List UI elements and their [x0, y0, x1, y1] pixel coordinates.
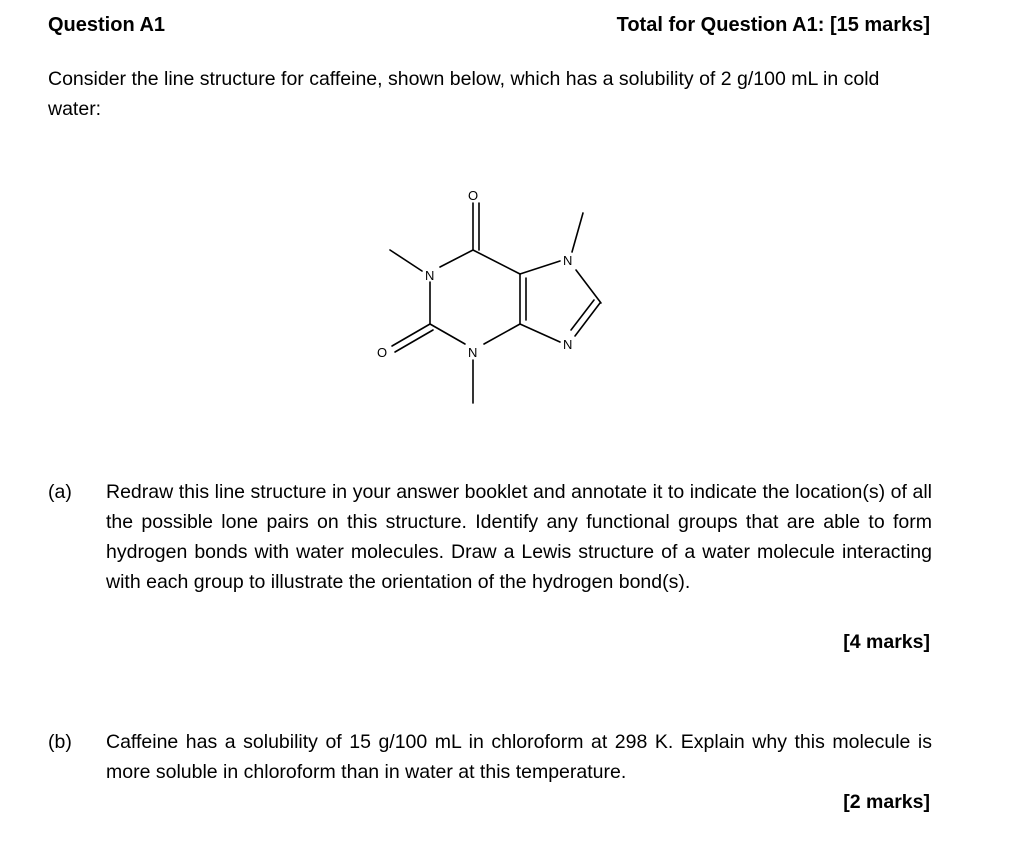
part-a — [48, 477, 932, 597]
bond-n1-methyl — [390, 250, 422, 271]
atom-n7: N — [563, 253, 573, 268]
part-a-marks: [4 marks] — [843, 631, 930, 653]
atom-n3: N — [468, 345, 478, 360]
part-b-label: (b) — [48, 731, 72, 753]
caffeine-structure — [360, 180, 620, 420]
intro-text: Consider the line structure for caffeine, shown below, which has a solubility of 2 g/100 mL in cold water: — [48, 68, 880, 120]
atom-n9: N — [563, 337, 573, 352]
part-b — [48, 727, 932, 787]
total-marks: Total for Question A1: [15 marks] — [616, 14, 930, 36]
caffeine-line-structure-diagram — [360, 180, 620, 420]
part-b-marks: [2 marks] — [843, 791, 930, 813]
atom-o-top: O — [468, 188, 479, 203]
part-a-label: (a) — [48, 481, 72, 503]
bond-n1-c6 — [440, 250, 473, 267]
question-title: Question A1 — [48, 14, 166, 36]
atom-n1: N — [425, 268, 435, 283]
bond-n7-c8 — [576, 270, 601, 303]
bond-c4-n3 — [484, 324, 520, 344]
bond-n7-methyl — [572, 213, 583, 252]
bond-n3-c2 — [430, 324, 465, 344]
bond-c6-c5 — [473, 250, 520, 274]
part-b-text: Caffeine has a solubility of 15 g/100 mL in chloroform at 298 K. Explain why this molecule is more soluble in chloroform than in water at this temperature. — [106, 731, 932, 783]
atom-o-left: O — [377, 345, 388, 360]
part-a-text: Redraw this line structure in your answer booklet and annotate it to indicate the location(s) of all the possible lone pairs on this structure. Identify any functional groups that are able to form hydrogen bonds with water molecules. Draw a Lewis structure of a water molecule interacting with each group to illustrate the orientation of the hydrogen bond(s). — [106, 481, 932, 593]
bond-n9-c4 — [520, 324, 560, 342]
bond-c5-n7 — [520, 261, 560, 274]
